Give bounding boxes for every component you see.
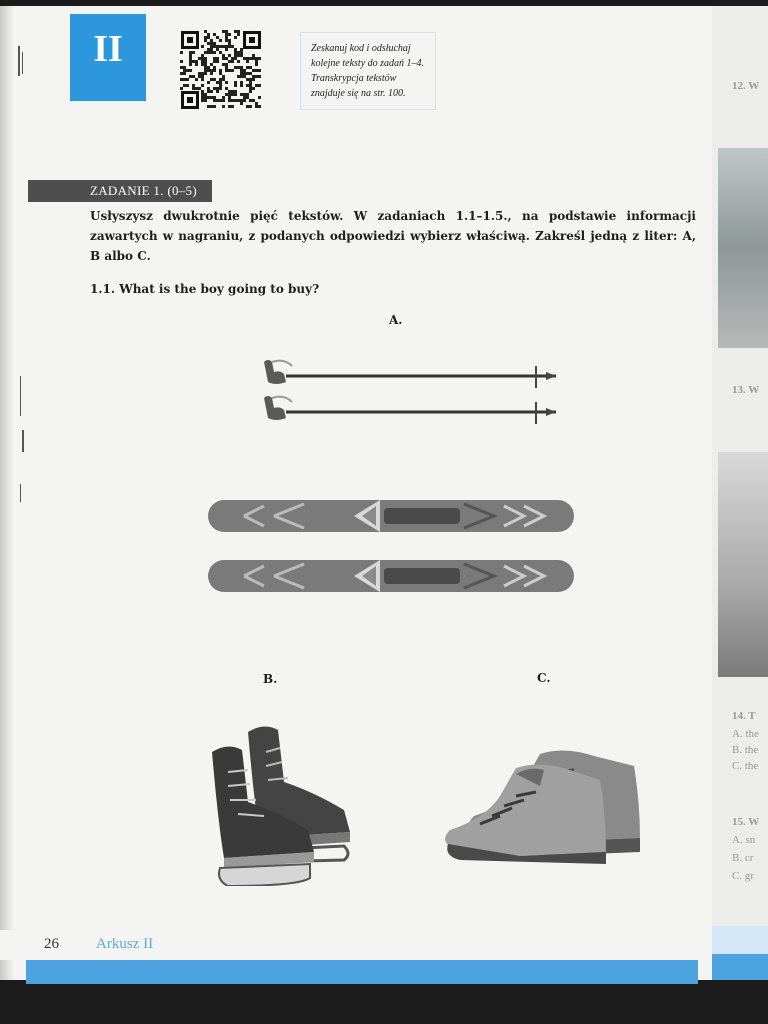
hiking-boots-icon[interactable] (444, 742, 648, 872)
ice-skates-icon[interactable] (204, 722, 356, 886)
option-b-letter[interactable]: B. (263, 672, 278, 686)
ski-poles-icon[interactable] (258, 356, 562, 438)
margin-mark (18, 46, 20, 76)
adjacent-page-edge (712, 6, 768, 980)
next-page-text: A. the (732, 728, 759, 740)
option-c-letter[interactable]: C. (537, 671, 551, 685)
task-title: ZADANIE 1. (0–5) (90, 183, 197, 198)
next-page-text: B. cr (732, 852, 754, 864)
next-page-text: C. gr (732, 870, 754, 882)
task-instructions: Usłyszysz dwukrotnie pięć tekstów. W zadaniach 1.1–1.5., na podstawie informacji zawartych w nagraniu, z podanych odpowiedzi wybierz właściwą. Zakreśl jedną z liter: A, B albo C. (90, 209, 696, 263)
next-page-text: B. the (732, 744, 759, 756)
binding-shadow (0, 6, 14, 980)
footer-blue-bar (26, 960, 698, 984)
next-page-text: A. sn (732, 834, 756, 846)
next-page-text: 15. W (732, 816, 760, 828)
qr-instruction-note: Zeskanuj kod i odsłuchaj kolejne teksty do zadań 1–4. Transkrypcja tekstów znajduje się na str. 100. (300, 32, 436, 110)
next-page-text: C. the (732, 760, 759, 772)
next-page-text: 14. T (732, 710, 756, 722)
option-a-letter[interactable]: A. (389, 313, 403, 327)
margin-mark (20, 376, 21, 416)
section-numeral-badge: II (70, 14, 146, 101)
next-page-photo (718, 452, 768, 677)
page-number: 26 (44, 936, 59, 952)
next-page-footer-bar (712, 954, 768, 980)
book-page (0, 6, 712, 980)
margin-mark (22, 430, 24, 452)
task-header-bar (28, 180, 212, 202)
next-page-text: 12. W (732, 80, 760, 92)
next-page-photo (718, 148, 768, 348)
qr-code-icon[interactable] (180, 30, 262, 110)
skis-icon[interactable] (204, 492, 578, 600)
sheet-label: Arkusz II (96, 936, 154, 952)
next-page-text: 13. W (732, 384, 760, 396)
margin-mark (20, 484, 21, 502)
question-text: 1.1. What is the boy going to buy? (90, 282, 320, 296)
margin-mark (22, 52, 23, 74)
